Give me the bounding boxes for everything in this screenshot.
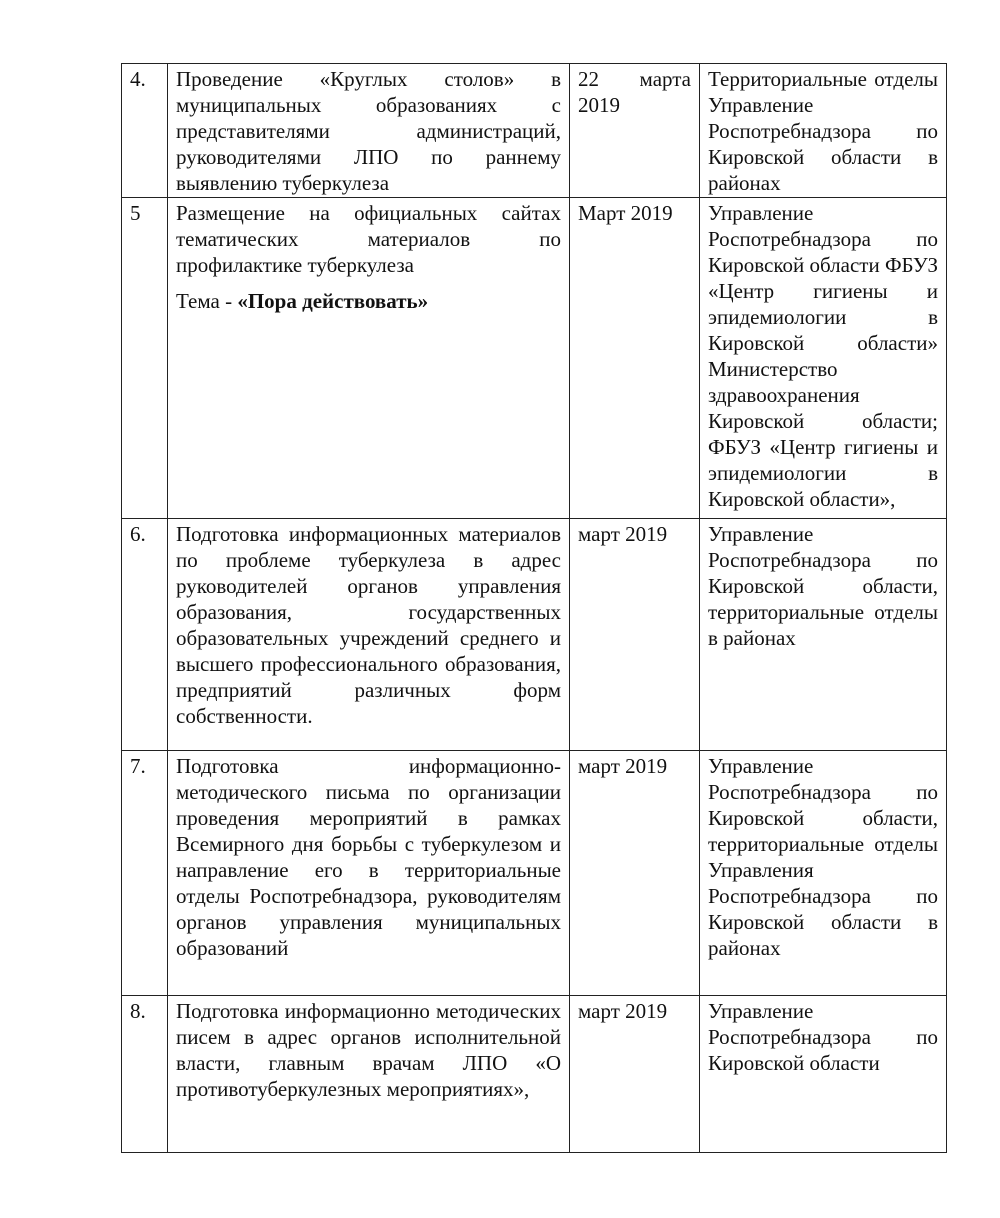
responsible-cell: Управление Роспотребнадзора по Кировской области, территориальные отделы Управления Роспотребнадзора по Кировской области в районах xyxy=(700,751,947,996)
row-number: 7. xyxy=(122,751,168,996)
activity-cell: Подготовка информационно-методического письма по организации проведения мероприятий в рамках Всемирного дня борьбы с туберкулезом и направление его в территориальные отделы Роспотребнадзора, руководителям органов управления муниципальных образований xyxy=(168,751,570,996)
row-number: 4. xyxy=(122,64,168,198)
responsible-cell: Управление Роспотребнадзора по Кировской области xyxy=(700,996,947,1153)
date-line: 22 марта xyxy=(578,67,691,91)
date-cell: март 2019 xyxy=(570,519,700,751)
responsible-cell: Территориальные отделы Управление Роспотребнадзора по Кировской области в районах xyxy=(700,64,947,198)
activity-text: Размещение на официальных сайтах тематических материалов по профилактике туберкулеза xyxy=(176,201,561,277)
date-cell: март 2019 xyxy=(570,751,700,996)
date-line: 2019 xyxy=(578,93,620,117)
table-row xyxy=(122,198,947,519)
activity-cell: Проведение «Круглых столов» в муниципальных образованиях с представителями администраций, руководителями ЛПО по раннему выявлению туберкулеза xyxy=(168,64,570,198)
table-row xyxy=(122,64,947,198)
row-number: 5 xyxy=(122,198,168,519)
responsible-cell: Управление Роспотребнадзора по Кировской области, территориальные отделы в районах xyxy=(700,519,947,751)
date-cell: Март 2019 xyxy=(570,198,700,519)
theme-label: Тема - xyxy=(176,289,238,313)
row-number: 8. xyxy=(122,996,168,1153)
date-cell xyxy=(570,64,700,198)
activity-theme xyxy=(176,288,561,314)
activity-cell: Подготовка информационно методических писем в адрес органов исполнительной власти, главным врачам ЛПО «О противотуберкулезных мероприятиях», xyxy=(168,996,570,1153)
table-row xyxy=(122,519,947,751)
table-row xyxy=(122,751,947,996)
events-plan-table xyxy=(121,63,947,1153)
table-row xyxy=(122,996,947,1153)
activity-cell xyxy=(168,198,570,519)
date-cell: март 2019 xyxy=(570,996,700,1153)
activity-cell: Подготовка информационных материалов по проблеме туберкулеза в адрес руководителей органов управления образования, государственных образовательных учреждений среднего и высшего профессионального образования, предприятий различных форм собственности. xyxy=(168,519,570,751)
theme-value: «Пора действовать» xyxy=(237,289,429,313)
responsible-cell: Управление Роспотребнадзора по Кировской области ФБУЗ «Центр гигиены и эпидемиологии в Кировской области» Министерство здравоохранения Кировской области; ФБУЗ «Центр гигиены и эпидемиологии в Кировской области», xyxy=(700,198,947,519)
row-number: 6. xyxy=(122,519,168,751)
